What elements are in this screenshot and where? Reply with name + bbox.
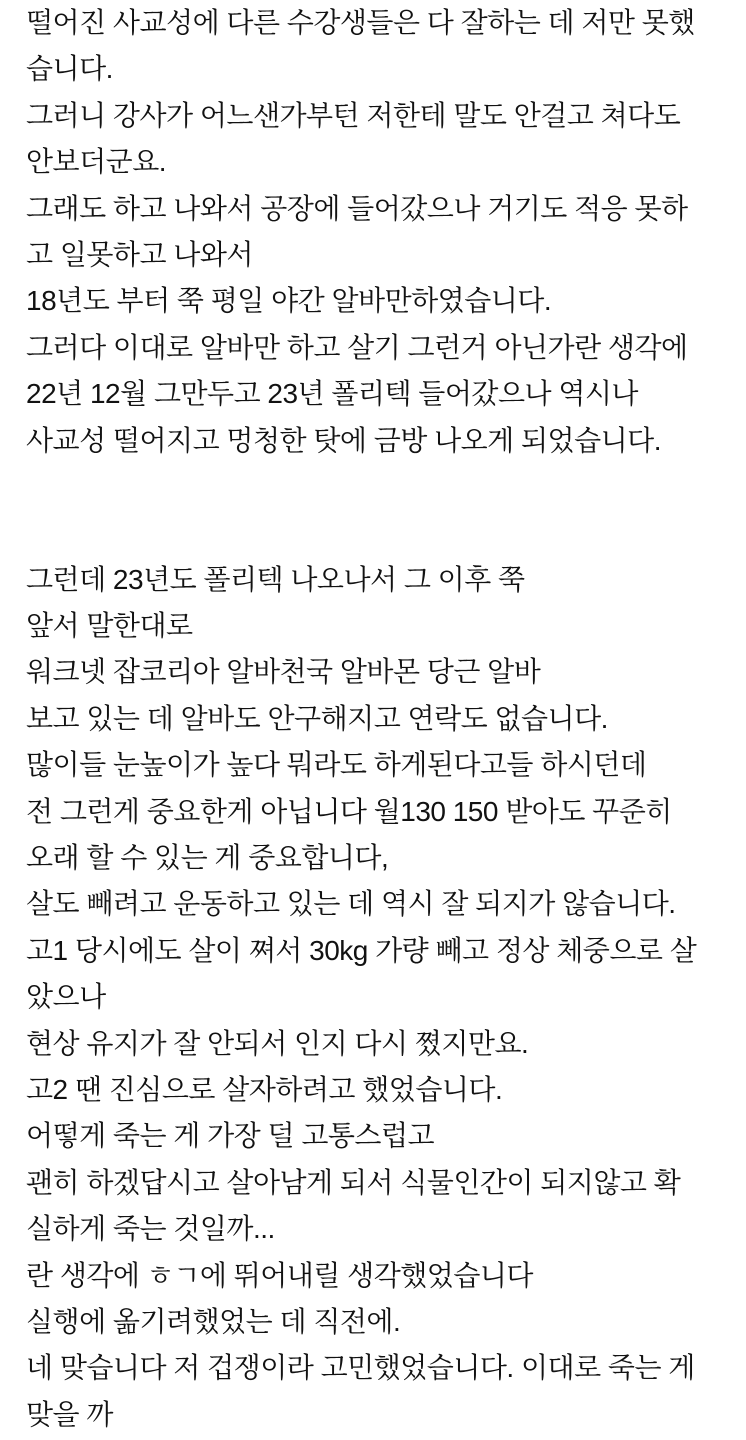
text-line: 고2 땐 진심으로 살자하려고 했었습니다. [26,1073,503,1105]
text-line: 어떻게 죽는 게 가장 덜 고통스럽고 [26,1120,435,1152]
text-line: 안보더군요. [26,146,167,178]
text-line: 그런데 23년도 폴리텍 나오나서 그 이후 쭉 [26,563,525,595]
text-line: 사교성 떨어지고 멍청한 탓에 금방 나오게 되었습니다. [26,424,662,456]
blank-line [26,510,728,556]
text-line: 란 생각에 ㅎㄱ에 뛰어내릴 생각했었습니다 [26,1259,533,1291]
text-line: 전 그런게 중요한게 아닙니다 월130 150 받아도 꾸준히 [26,795,672,827]
text-line: 실행에 옮기려했었는 데 직전에. [26,1305,401,1337]
text-line: 오래 할 수 있는 게 중요합니다, [26,842,389,874]
text-line: 맞을 까 [26,1398,113,1430]
text-line: 살도 빼려고 운동하고 있는 데 역시 잘 되지가 않습니다. [26,888,676,920]
text-line: 고 일못하고 나와서 [26,238,253,270]
text-line: 보고 있는 데 알바도 안구해지고 연락도 없습니다. [26,702,608,734]
text-line: 워크넷 잡코리아 알바천국 알바몬 당근 알바 [26,656,541,688]
text-line: 네 맞습니다 저 겁쟁이라 고민했었습니다. 이대로 죽는 게 [26,1352,695,1384]
text-line: 현상 유지가 잘 안되서 인지 다시 쪘지만요. [26,1027,529,1059]
text-line: 고1 당시에도 살이 쪄서 30kg 가량 빼고 정상 체중으로 살 [26,934,697,966]
blank-line [26,464,728,510]
text-line: 떨어진 사교성에 다른 수강생들은 다 잘하는 데 저만 못했 [26,7,695,38]
text-line: 그러니 강사가 어느샌가부턴 저한테 말도 안걸고 쳐다도 [26,99,681,131]
text-line: 실하게 죽는 것일까... [26,1213,275,1245]
text-line: 습니다. [26,53,113,85]
text-line: 22년 12월 그만두고 23년 폴리텍 들어갔으나 역시나 [26,378,638,410]
text-line: 그러다 이대로 알바만 하고 살기 그런거 아닌가란 생각에 [26,331,688,363]
text-line: 앞서 말한대로 [26,610,193,642]
text-line: 았으나 [26,981,106,1013]
text-line: 많이들 눈높이가 높다 뭐라도 하게된다고들 하시던데 [26,749,647,781]
text-line: 괜히 하겠답시고 살아남게 되서 식물인간이 되지않고 확 [26,1166,681,1198]
text-line: 그래도 하고 나와서 공장에 들어갔으나 거기도 적응 못하 [26,192,688,224]
text-line: 18년도 부터 쭉 평일 야간 알바만하였습니다. [26,285,552,317]
